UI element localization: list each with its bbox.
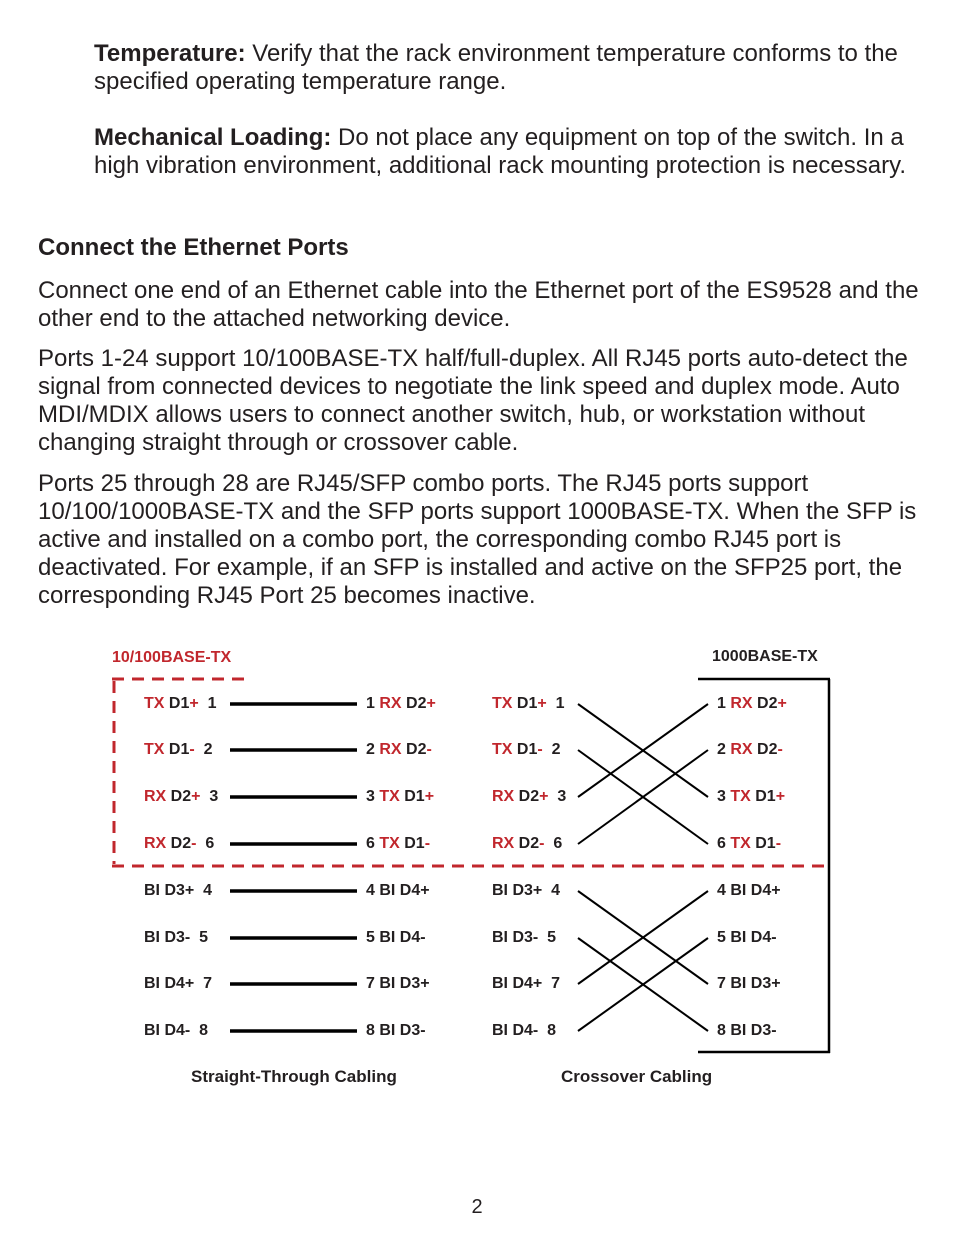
pin-label-crossover-right: 8 BI D3-: [717, 1022, 777, 1039]
pin-label-straight-left: RX D2+ 3: [144, 788, 219, 805]
pin-label-crossover-left: BI D3- 5: [492, 929, 557, 946]
pin-label-crossover-right: 6 TX D1-: [717, 835, 782, 852]
page-number: 2: [471, 1196, 483, 1218]
pin-label-straight-left: BI D4+ 7: [144, 975, 213, 992]
pin-label-straight-left: TX D1- 2: [144, 741, 213, 758]
connect-paragraph: Connect one end of an Ethernet cable into the Ethernet port of the ES9528 and the other end to the attached networking device.: [38, 277, 919, 332]
combo-ports-paragraph: Ports 25 through 28 are RJ45/SFP combo ports. The RJ45 ports support 10/100/1000BASE-TX and the SFP ports support 1000BASE-TX. When the SFP is active and installed on a combo port, the corresponding combo RJ45 port is deactivated. For example, if an SFP is installed and active on the SFP25 port, the corresponding RJ45 Port 25 becomes inactive.: [38, 470, 917, 609]
label-1000base-tx: 1000BASE-TX: [712, 648, 818, 665]
pin-label-straight-right: 7 BI D3+: [366, 975, 430, 992]
temperature-text: Verify that the rack environment temperature conforms to the specified operating temperature range.: [94, 40, 898, 95]
pin-label-straight-right: 1 RX D2+: [366, 695, 436, 712]
pin-label-straight-left: RX D2- 6: [144, 835, 215, 852]
pin-label-crossover-right: 3 TX D1+: [717, 788, 786, 805]
pin-label-crossover-left: BI D4- 8: [492, 1022, 557, 1039]
pin-label-straight-right: 3 TX D1+: [366, 788, 435, 805]
pin-label-crossover-left: RX D2- 6: [492, 835, 563, 852]
pin-label-straight-left: BI D3+ 4: [144, 882, 213, 899]
temperature-term: Temperature:: [94, 40, 246, 67]
pin-label-crossover-right: 5 BI D4-: [717, 929, 777, 946]
section-heading: Connect the Ethernet Ports: [38, 234, 349, 261]
pin-label-straight-right: 8 BI D3-: [366, 1022, 426, 1039]
pin-label-crossover-right: 1 RX D2+: [717, 695, 787, 712]
pin-label-straight-left: BI D4- 8: [144, 1022, 209, 1039]
caption-straight-through: Straight-Through Cabling: [191, 1067, 397, 1086]
pin-label-crossover-left: BI D3+ 4: [492, 882, 561, 899]
caption-crossover: Crossover Cabling: [561, 1067, 713, 1086]
pin-label-crossover-right: 7 BI D3+: [717, 975, 781, 992]
pin-label-straight-right: 5 BI D4-: [366, 929, 426, 946]
pin-label-crossover-left: TX D1+ 1: [492, 695, 565, 712]
pin-label-straight-right: 2 RX D2-: [366, 741, 432, 758]
pin-label-straight-right: 6 TX D1-: [366, 835, 431, 852]
pin-label-straight-right: 4 BI D4+: [366, 882, 430, 899]
mechanical-loading-term: Mechanical Loading:: [94, 124, 332, 151]
pin-label-crossover-left: TX D1- 2: [492, 741, 561, 758]
pin-label-straight-left: TX D1+ 1: [144, 695, 217, 712]
label-10-100base-tx: 10/100BASE-TX: [112, 649, 232, 666]
pin-label-crossover-right: 2 RX D2-: [717, 741, 783, 758]
ports-duplex-paragraph: Ports 1-24 support 10/100BASE-TX half/full-duplex. All RJ45 ports auto-detect the signal from connected devices to negotiate the link speed and duplex mode. Auto MDI/MDIX allows users to connect another switch, hub, or workstation without changing straight through or crossover cable.: [38, 345, 908, 456]
pin-label-crossover-left: RX D2+ 3: [492, 788, 567, 805]
mechanical-loading-text: Do not place any equipment on top of the switch. In a high vibration environment, additional rack mounting protection is necessary.: [94, 124, 906, 179]
pin-label-crossover-left: BI D4+ 7: [492, 975, 561, 992]
pin-label-crossover-right: 4 BI D4+: [717, 882, 781, 899]
pin-label-straight-left: BI D3- 5: [144, 929, 209, 946]
